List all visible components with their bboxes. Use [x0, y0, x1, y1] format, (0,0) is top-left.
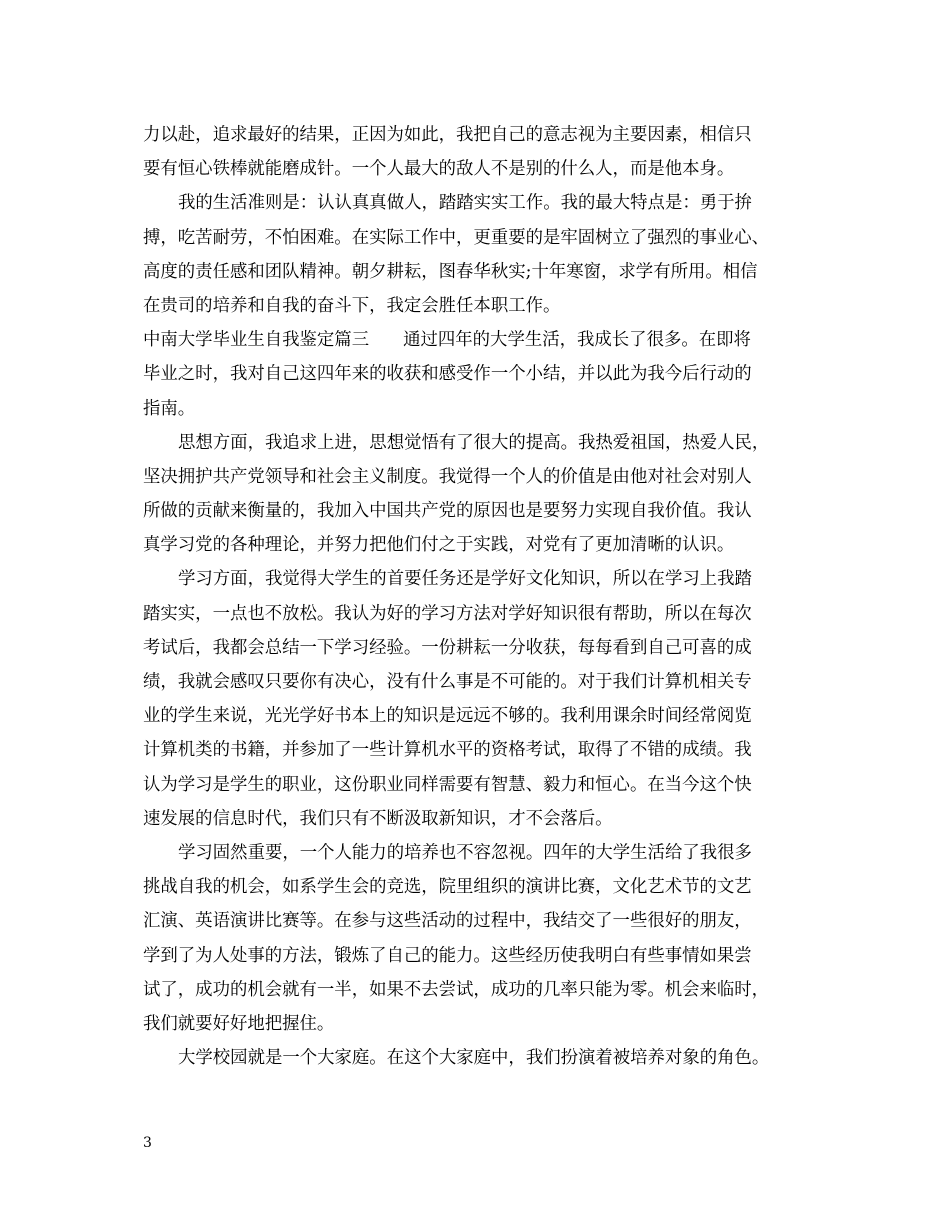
text-line: 试了，成功的机会就有一半，如果不去尝试，成功的几率只能为零。机会来临时， — [143, 979, 770, 1000]
paragraph-start: 思想方面，我追求上进，思想觉悟有了很大的提高。我热爱祖国，热爱人民， — [178, 432, 770, 453]
text-line: 要有恒心铁棒就能磨成针。一个人最大的敌人不是别的什么人，而是他本身。 — [143, 159, 735, 180]
text-line: 踏实实，一点也不放松。我认为好的学习方法对学好知识很有帮助，所以在每次 — [143, 603, 752, 624]
text-line: 高度的责任感和团队精神。朝夕耕耘，图春华秋实;十年寒窗，求学有所用。相信 — [143, 261, 758, 282]
text-line: 所做的贡献来衡量的，我加入中国共产党的原因也是要努力实现自我价值。我认 — [143, 501, 752, 522]
text-line: 在贵司的培养和自我的奋斗下，我定会胜任本职工作。 — [143, 295, 561, 316]
text-line: 我们就要好好地把握住。 — [143, 1013, 335, 1034]
paragraph-start: 学习固然重要，一个人能力的培养也不容忽视。四年的大学生活给了我很多 — [178, 842, 752, 863]
section-continuation: 通过四年的大学生活，我成长了很多。在即将 — [403, 330, 751, 351]
text-line: 汇演、英语演讲比赛等。在参与这些活动的过程中，我结交了一些很好的朋友， — [143, 911, 752, 932]
paragraph-start: 学习方面，我觉得大学生的首要任务还是学好文化知识，所以在学习上我踏 — [178, 569, 752, 590]
text-line: 考试后，我都会总结一下学习经验。一份耕耘一分收获，每每看到自己可喜的成 — [143, 637, 752, 658]
text-line: 搏，吃苦耐劳，不怕困难。在实际工作中，更重要的是牢固树立了强烈的事业心、 — [143, 227, 770, 248]
text-line: 真学习党的各种理论，并努力把他们付之于实践，对党有了更加清晰的认识。 — [143, 535, 735, 556]
text-line: 学到了为人处事的方法，锻炼了自己的能力。这些经历使我明白有些事情如果尝 — [143, 945, 752, 966]
text-line: 指南。 — [143, 398, 196, 419]
text-line: 速发展的信息时代，我们只有不断汲取新知识，才不会落后。 — [143, 808, 613, 829]
text-line: 绩，我就会感叹只要你有决心，没有什么事是不可能的。对于我们计算机相关专 — [143, 672, 752, 692]
text-line: 力以赴，追求最好的结果，正因为如此，我把自己的意志视为主要因素，相信只 — [143, 125, 752, 145]
section-heading: 中南大学毕业生自我鉴定篇三 — [143, 330, 370, 351]
text-line: 毕业之时，我对自己这四年来的收获和感受作一个小结，并以此为我今后行动的 — [143, 364, 752, 385]
paragraph-start: 大学校园就是一个大家庭。在这个大家庭中，我们扮演着被培养对象的角色。 — [178, 1048, 770, 1069]
text-line: 挑战自我的机会，如系学生会的竞选，院里组织的演讲比赛，文化艺术节的文艺 — [143, 877, 752, 898]
text-line: 认为学习是学生的职业，这份职业同样需要有智慧、毅力和恒心。在当今这个快 — [143, 774, 752, 795]
paragraph-start: 我的生活准则是：认认真真做人，踏踏实实工作。我的最大特点是：勇于拚 — [178, 193, 752, 214]
document-body — [143, 118, 823, 1075]
text-line: 坚决拥护共产党领导和社会主义制度。我觉得一个人的价值是由他对社会对别人 — [143, 466, 752, 487]
text-line: 业的学生来说，光光学好书本上的知识是远远不够的。我利用课余时间经常阅览 — [143, 706, 752, 727]
text-line: 计算机类的书籍，并参加了一些计算机水平的资格考试，取得了不错的成绩。我 — [143, 740, 752, 761]
section-heading-line — [143, 323, 823, 357]
page-number: 3 — [143, 1135, 152, 1151]
